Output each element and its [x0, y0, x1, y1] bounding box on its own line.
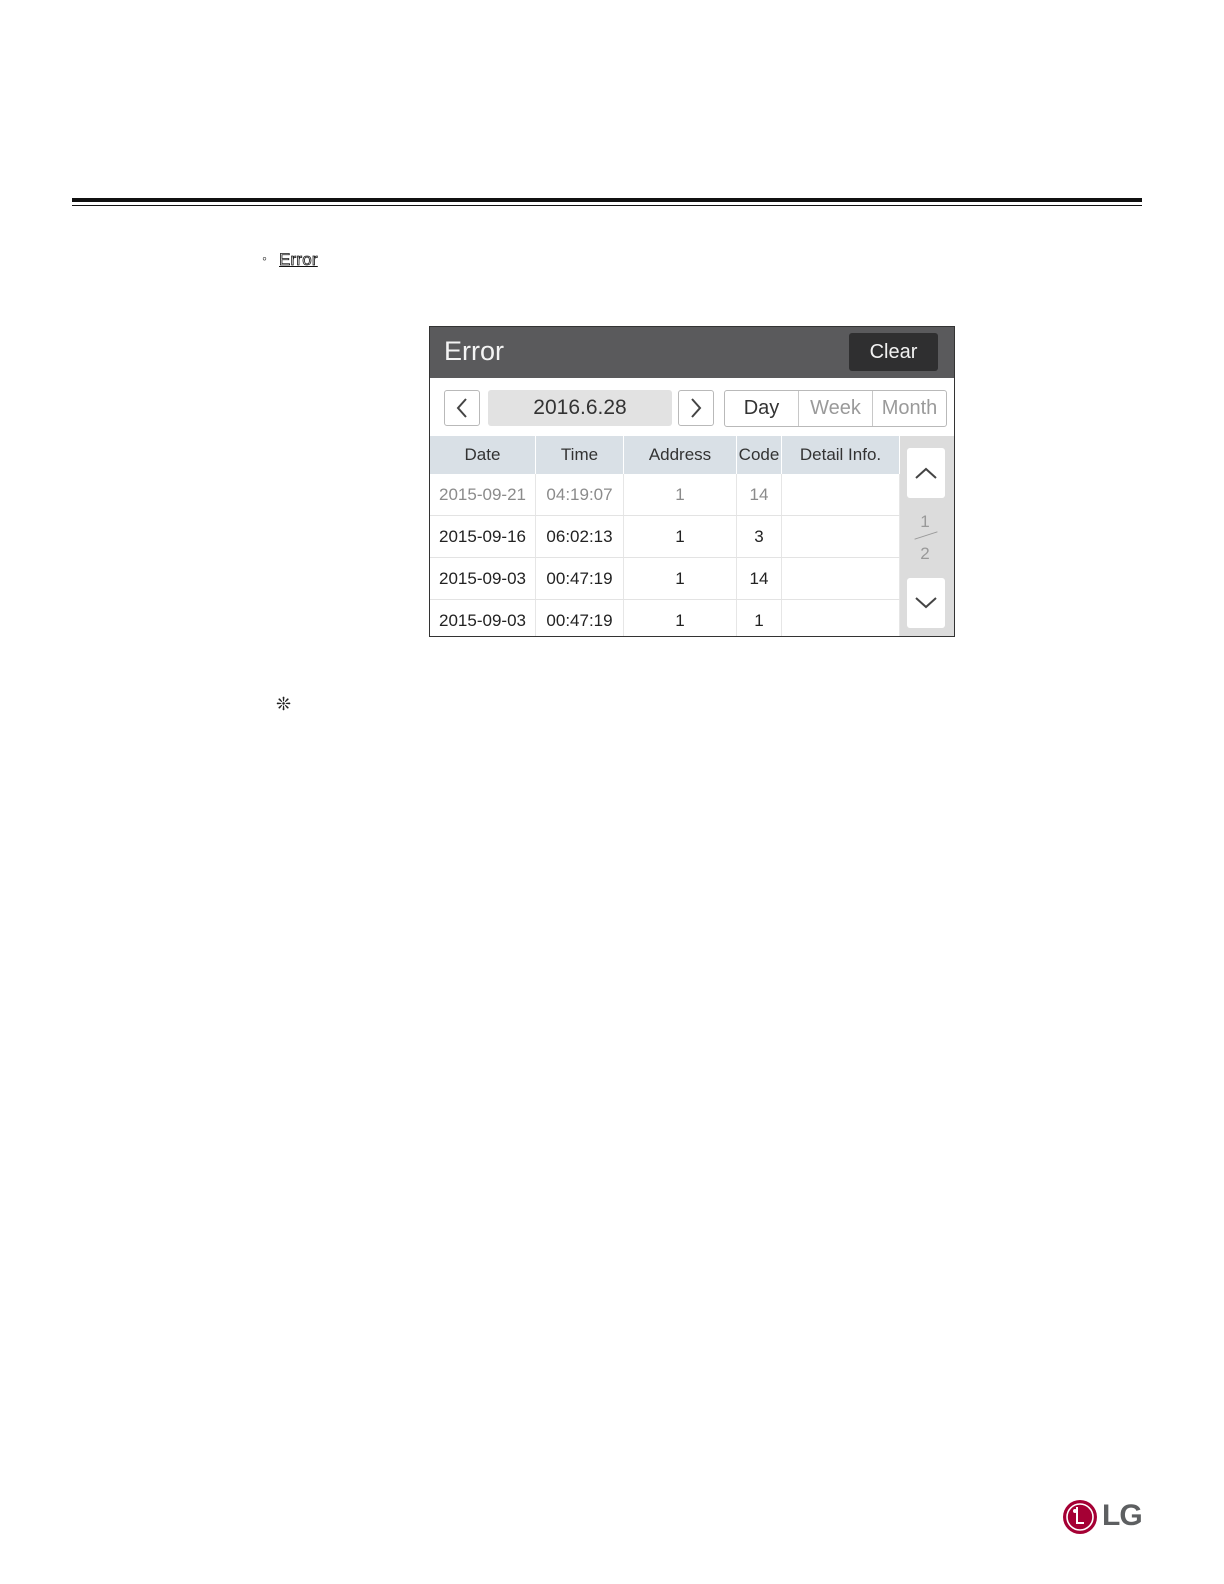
- section-label: Error: [279, 250, 318, 269]
- page-divider: [914, 531, 937, 539]
- table-row[interactable]: [430, 516, 900, 558]
- column-header-date: Date: [430, 436, 536, 474]
- header-rule-thick: [72, 198, 1142, 202]
- cell-detail: [782, 474, 900, 515]
- page-current: 1: [920, 512, 930, 531]
- screen-title: Error: [444, 336, 504, 366]
- header-rule-thin: [72, 205, 1142, 206]
- previous-date-button[interactable]: [444, 390, 480, 426]
- table-header: [430, 436, 900, 474]
- cell-time: 06:02:13: [536, 516, 624, 557]
- cell-code: 14: [737, 474, 782, 515]
- cell-date: 2015-09-16: [430, 516, 536, 557]
- page-total: 2: [920, 544, 930, 563]
- cell-date: 2015-09-21: [430, 474, 536, 515]
- period-day-button[interactable]: Day: [743, 397, 780, 419]
- cell-code: 3: [737, 516, 782, 557]
- cell-time: 00:47:19: [536, 558, 624, 599]
- period-week-button[interactable]: Week: [798, 391, 872, 426]
- lg-logo-text: LG: [1102, 1499, 1142, 1532]
- cell-address: 1: [624, 558, 737, 599]
- table-row[interactable]: [430, 558, 900, 600]
- date-display[interactable]: 2016.6.28: [488, 390, 672, 426]
- cell-time: 04:19:07: [536, 474, 624, 515]
- page-down-button[interactable]: [907, 578, 945, 628]
- column-header-time: Time: [536, 436, 624, 474]
- column-header-address: Address: [624, 436, 737, 474]
- chevron-right-icon: [689, 397, 703, 419]
- cell-date: 2015-09-03: [430, 600, 536, 637]
- cell-detail: [782, 600, 900, 637]
- cell-code: 14: [737, 558, 782, 599]
- column-header-detail: Detail Info.: [782, 436, 900, 474]
- date-toolbar: [430, 378, 954, 436]
- chevron-left-icon: [455, 397, 469, 419]
- next-date-button[interactable]: [678, 390, 714, 426]
- table-row[interactable]: [430, 600, 900, 637]
- cell-time: 00:47:19: [536, 600, 624, 637]
- title-bar: [430, 327, 954, 378]
- cell-date: 2015-09-03: [430, 558, 536, 599]
- table-row[interactable]: [430, 474, 900, 516]
- cell-address: 1: [624, 516, 737, 557]
- lg-logo: [1062, 1497, 1142, 1537]
- cell-detail: [782, 516, 900, 557]
- lg-face-icon: [1062, 1499, 1098, 1535]
- cell-detail: [782, 558, 900, 599]
- chevron-up-icon: [914, 466, 938, 480]
- error-screen: [429, 326, 955, 637]
- cell-address: 1: [624, 600, 737, 637]
- period-month-button[interactable]: Month: [872, 391, 946, 426]
- period-selector: [724, 390, 947, 427]
- cell-address: 1: [624, 474, 737, 515]
- section-bullet: ◦: [262, 250, 267, 266]
- chevron-down-icon: [914, 596, 938, 610]
- note-symbol: ❊: [276, 694, 292, 714]
- clear-button[interactable]: Clear: [849, 333, 938, 371]
- error-table: [430, 436, 900, 637]
- column-header-code: Code: [737, 436, 782, 474]
- pagination-sidebar: [900, 436, 954, 636]
- cell-code: 1: [737, 600, 782, 637]
- page-up-button[interactable]: [907, 448, 945, 498]
